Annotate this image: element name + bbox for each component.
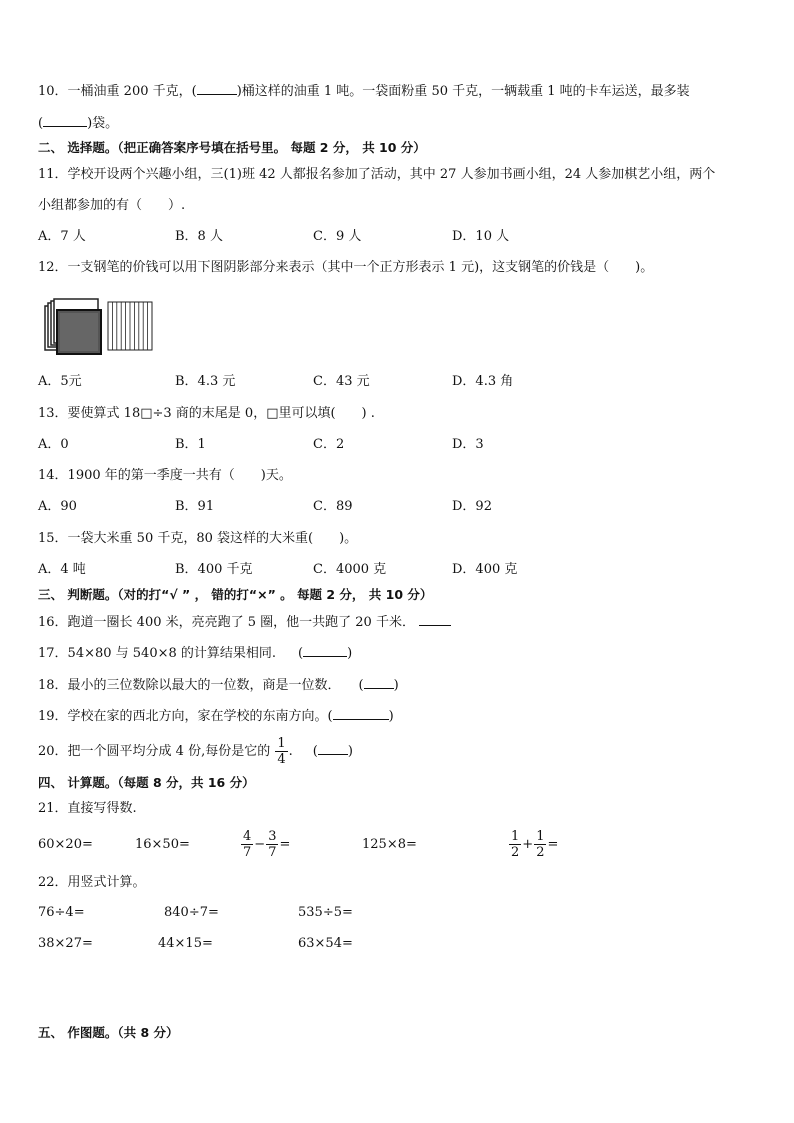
equals-sign: = [547, 837, 559, 852]
q13-option-b[interactable]: B．1 [175, 437, 206, 452]
q15-option-a[interactable]: A．4 吨 [38, 562, 86, 577]
q15-option-c[interactable]: C．4000 克 [313, 562, 387, 577]
q22-r1-expr-1: 76÷4= [38, 905, 85, 920]
question-11-line1: 11．学校开设两个兴趣小组，三(1)班 42 人都报名参加了活动，其中 27 人参加书画小组，24 人参加棋艺小组，两个 [38, 167, 716, 182]
q21-expr-5 [508, 825, 558, 865]
q18-text: 18．最小的三位数除以最大的一位数，商是一位数． [38, 678, 341, 693]
q21-expr-1: 60×20= [38, 837, 93, 852]
q10-text-d: )袋。 [87, 116, 119, 131]
question-10-line2 [38, 114, 118, 133]
q14-option-a[interactable]: A．90 [38, 499, 77, 514]
q17-open-paren: ( [298, 646, 304, 661]
q22-r1-expr-3: 535÷5= [298, 905, 353, 920]
operator: − [254, 837, 266, 852]
question-14-text: 14．1900 年的第一季度一共有（ )天。 [38, 468, 292, 483]
answer-blank[interactable] [43, 114, 87, 127]
q18-open-paren: ( [358, 678, 364, 693]
fraction [241, 829, 253, 860]
q17-close-paren: ) [347, 646, 353, 661]
q14-option-d[interactable]: D．92 [452, 499, 492, 514]
q15-option-b[interactable]: B．400 千克 [175, 562, 253, 577]
q20-open-paren: ( [312, 744, 318, 759]
answer-blank[interactable] [318, 742, 348, 755]
q19-close-paren: ) [388, 709, 394, 724]
fraction [266, 829, 278, 860]
fraction-denominator: 7 [243, 845, 252, 860]
answer-blank[interactable] [419, 613, 451, 626]
operator: + [522, 837, 534, 852]
fraction-denominator: 2 [511, 845, 520, 860]
q19-open-paren: ( [327, 709, 333, 724]
equals-sign: = [279, 837, 291, 852]
fraction-numerator: 1 [536, 829, 545, 844]
fraction-one-quarter [275, 736, 287, 767]
q12-option-c[interactable]: C．43 元 [313, 374, 370, 389]
question-13-text: 13．要使算式 18□÷3 商的末尾是 0，□里可以填( ) . [38, 406, 375, 421]
question-22-title: 22．用竖式计算。 [38, 875, 146, 890]
q22-r2-expr-3: 63×54= [298, 936, 353, 951]
q20-close-paren: ) [347, 744, 353, 759]
fraction-numerator: 1 [277, 736, 286, 751]
q21-expr-4: 125×8= [362, 837, 417, 852]
q16-text: 16．跑道一圈长 400 米，亮亮跑了 5 圈，他一共跑了 20 千米． [38, 615, 415, 630]
money-squares-figure [42, 298, 162, 358]
q14-option-b[interactable]: B．91 [175, 499, 215, 514]
answer-blank[interactable] [364, 676, 394, 689]
question-10-line1 [38, 82, 690, 101]
q20-text: 20．把一个圆平均分成 4 份,每份是它的 [38, 744, 271, 759]
q22-r2-expr-2: 44×15= [158, 936, 213, 951]
section-4-title: 四、 计算题。（每题 8 分，共 16 分） [38, 775, 255, 790]
q10-text-a: 10．一桶油重 200 千克，( [38, 84, 197, 99]
answer-blank[interactable] [333, 707, 389, 720]
answer-blank[interactable] [303, 644, 347, 657]
section-2-title: 二、 选择题。（把正确答案序号填在括号里。 每题 2 分， 共 10 分） [38, 140, 426, 155]
section-3-title: 三、 判断题。（对的打“√ ” ， 错的打“×” 。 每题 2 分， 共 10 分） [38, 587, 433, 602]
q10-text-b: )桶这样的油重 1 吨。一袋面粉重 50 千克，一辆载重 1 吨的卡车运送，最多装 [236, 84, 690, 99]
question-16 [38, 613, 451, 632]
q15-option-d[interactable]: D．400 克 [452, 562, 518, 577]
q13-option-a[interactable]: A．0 [38, 437, 69, 452]
question-15-text: 15．一袋大米重 50 千克，80 袋这样的大米重( )。 [38, 531, 358, 546]
q13-option-d[interactable]: D．3 [452, 437, 484, 452]
question-21-title: 21．直接写得数. [38, 801, 137, 816]
q11-option-a[interactable]: A．7 人 [38, 229, 86, 244]
fraction-denominator: 4 [277, 752, 286, 767]
q19-text: 19．学校在家的西北方向，家在学校的东南方向。 [38, 709, 328, 724]
fraction-numerator: 4 [243, 829, 252, 844]
q11-option-c[interactable]: C．9 人 [313, 229, 362, 244]
q12-option-b[interactable]: B．4.3 元 [175, 374, 236, 389]
q21-expr-3 [240, 825, 290, 865]
q12-option-a[interactable]: A．5元 [38, 374, 82, 389]
stacked-squares [45, 299, 101, 354]
question-11-line2: 小组都参加的有（ ）. [38, 198, 186, 213]
q12-option-d[interactable]: D．4.3 角 [452, 374, 514, 389]
q22-r1-expr-2: 840÷7= [164, 905, 219, 920]
q17-text: 17．54×80 与 540×8 的计算结果相同. [38, 646, 277, 661]
question-17 [38, 644, 352, 663]
q20-tail: . [288, 744, 293, 759]
q21-expr-2: 16×50= [135, 837, 190, 852]
q22-r2-expr-1: 38×27= [38, 936, 93, 951]
section-5-title: 五、 作图题。（共 8 分） [38, 1025, 179, 1040]
question-12-text: 12．一支钢笔的价钱可以用下图阴影部分来表示（其中一个正方形表示 1 元)，这支钢笔的价钱是（ )。 [38, 260, 654, 275]
question-20 [38, 736, 353, 768]
tenths-strip [108, 302, 152, 350]
answer-blank[interactable] [197, 82, 237, 95]
fraction-denominator: 7 [268, 845, 277, 860]
q13-option-c[interactable]: C．2 [313, 437, 345, 452]
q18-close-paren: ) [393, 678, 399, 693]
fraction [509, 829, 521, 860]
q10-text-c: ( [38, 116, 44, 131]
fraction-numerator: 3 [268, 829, 277, 844]
fraction-numerator: 1 [511, 829, 520, 844]
question-19 [38, 707, 394, 726]
q14-option-c[interactable]: C．89 [313, 499, 353, 514]
question-18 [38, 676, 399, 695]
q11-option-b[interactable]: B．8 人 [175, 229, 223, 244]
fraction [534, 829, 546, 860]
q11-option-d[interactable]: D．10 人 [452, 229, 510, 244]
fraction-denominator: 2 [536, 845, 545, 860]
